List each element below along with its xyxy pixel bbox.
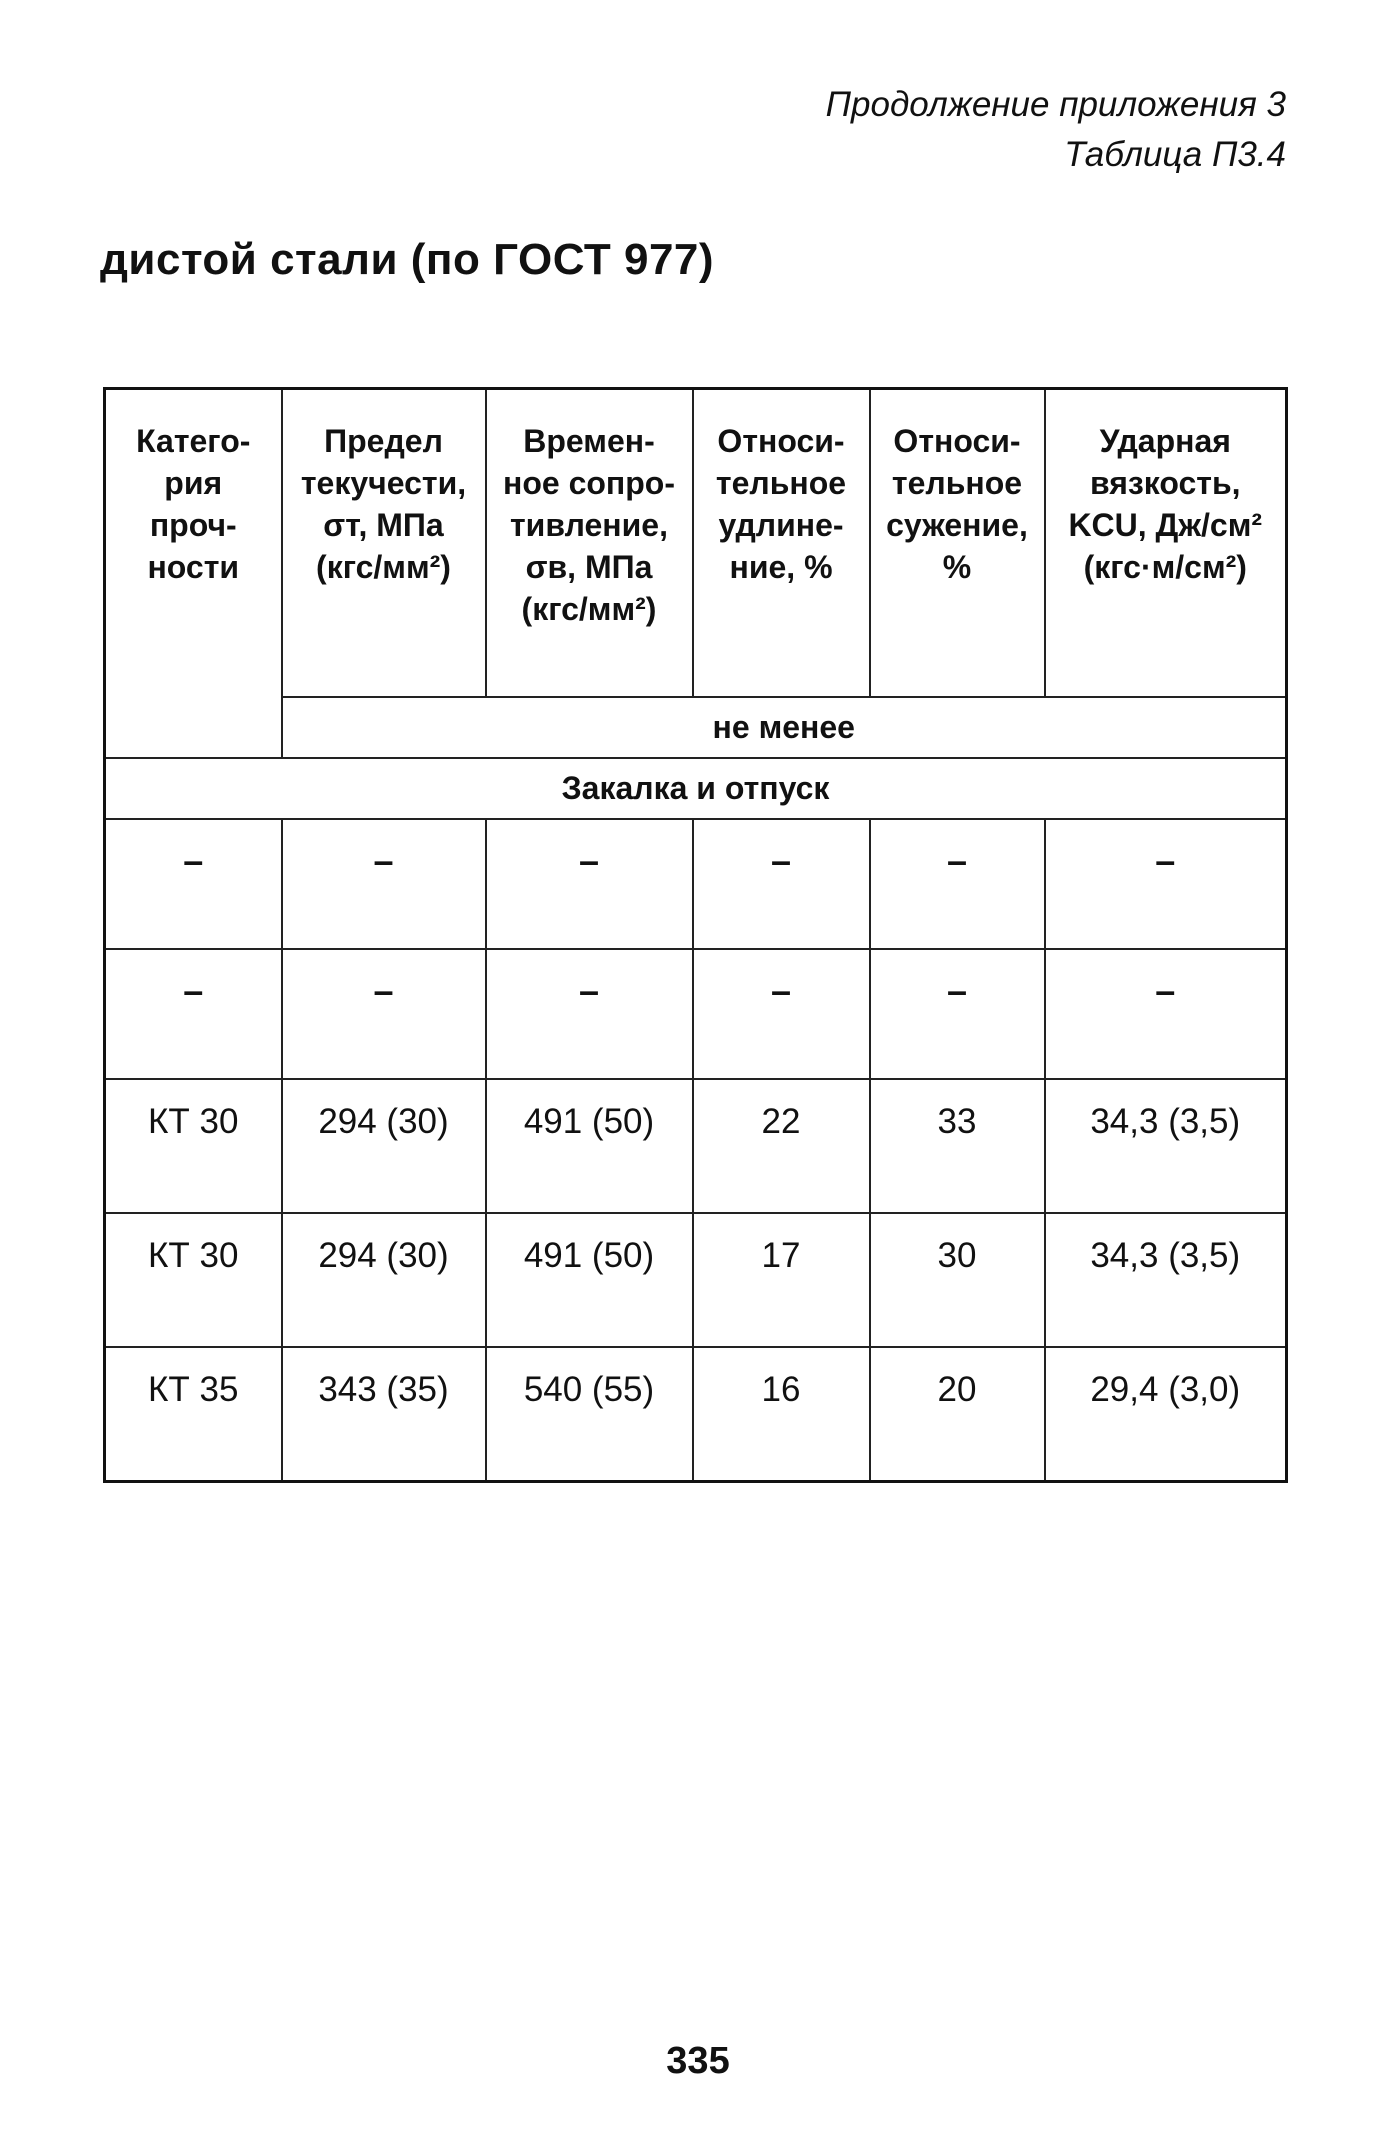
- table-cell: –: [105, 819, 282, 949]
- table-cell: 33: [870, 1079, 1045, 1213]
- table-cell: КТ 30: [105, 1213, 282, 1347]
- table-header-row: [105, 389, 1287, 698]
- table-cell: 294 (30): [282, 1213, 486, 1347]
- table-cell: 17: [693, 1213, 870, 1347]
- table-cell: 16: [693, 1347, 870, 1482]
- table-row: [105, 1347, 1287, 1482]
- header-impact-toughness: Ударная вязкость, KCU, Дж/см² (кгс·м/см²): [1045, 389, 1287, 698]
- table-cell: –: [1045, 949, 1287, 1079]
- table-cell: –: [105, 949, 282, 1079]
- table-cell: –: [870, 819, 1045, 949]
- table-cell: 294 (30): [282, 1079, 486, 1213]
- table-cell: 34,3 (3,5): [1045, 1213, 1287, 1347]
- table-cell: 343 (35): [282, 1347, 486, 1482]
- header-elongation: Относи- тельное удлине- ние, %: [693, 389, 870, 698]
- table-cell: 491 (50): [486, 1079, 693, 1213]
- table-cell: –: [693, 949, 870, 1079]
- table-cell: КТ 30: [105, 1079, 282, 1213]
- table-cell: КТ 35: [105, 1347, 282, 1482]
- header-strength-category: Катего- рия проч- ности: [105, 389, 282, 759]
- table-cell: 29,4 (3,0): [1045, 1347, 1287, 1482]
- table-row: [105, 949, 1287, 1079]
- table-cell: 20: [870, 1347, 1045, 1482]
- page-title: дистой стали (по ГОСТ 977): [100, 235, 715, 284]
- steel-properties-table: [103, 387, 1288, 1483]
- header-reduction-of-area: Относи- тельное сужение, %: [870, 389, 1045, 698]
- not-less-label: не менее: [282, 697, 1287, 758]
- table-cell: 491 (50): [486, 1213, 693, 1347]
- table-cell: –: [486, 819, 693, 949]
- table-row: [105, 1079, 1287, 1213]
- table-cell: 34,3 (3,5): [1045, 1079, 1287, 1213]
- table-cell: 30: [870, 1213, 1045, 1347]
- table-cell: –: [282, 819, 486, 949]
- table-row: [105, 1213, 1287, 1347]
- header-tensile-strength: Времен- ное сопро- тивление, σв, МПа (кгс/мм²): [486, 389, 693, 698]
- table-cell: 22: [693, 1079, 870, 1213]
- page-number: 335: [666, 2040, 730, 2082]
- table-number: Таблица П3.4: [1064, 135, 1286, 174]
- table-row: [105, 819, 1287, 949]
- table-cell: –: [486, 949, 693, 1079]
- section-heading: Закалка и отпуск: [105, 758, 1287, 819]
- appendix-continuation: Продолжение приложения 3: [825, 85, 1286, 124]
- table-cell: –: [870, 949, 1045, 1079]
- table-cell: 540 (55): [486, 1347, 693, 1482]
- table-cell: –: [693, 819, 870, 949]
- header-yield-strength: Предел текучести, σт, МПа (кгс/мм²): [282, 389, 486, 698]
- table-cell: –: [1045, 819, 1287, 949]
- table-cell: –: [282, 949, 486, 1079]
